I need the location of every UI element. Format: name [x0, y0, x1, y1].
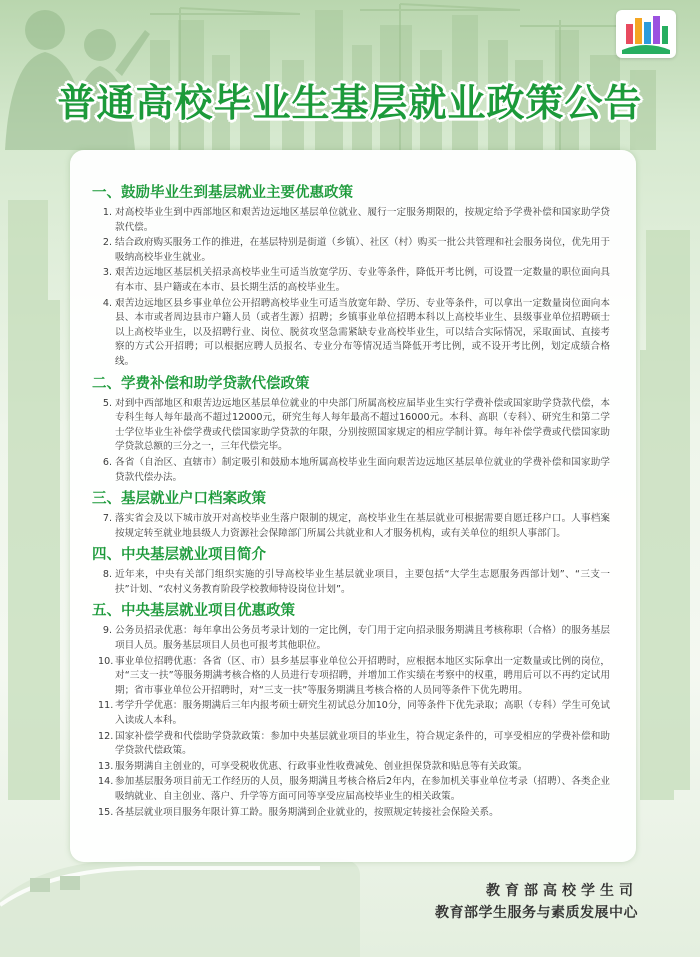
list-item: 7. 落实省会及以下城市放开对高校毕业生落户限制的规定，高校毕业生在基层就业可根据需要自愿迁移户口。人事档案按规定转至就业地县级人力资源社会保障部门所属公共就业和人才服务机构，或有关单位的组织人事部门。	[102, 513, 610, 539]
list-item: 4. 艰苦边远地区县乡事业单位公开招聘高校毕业生可适当放宽年龄、学历、专业等条件，可以拿出一定数量岗位面向本县、本市或者周边县市户籍人员（或者生源）招聘；乡镇事业单位招聘本科以上高校毕业生、县级事业单位招聘硕士以上高校毕业生，以及招聘行业、岗位、脱贫攻坚急需紧缺专业高校毕业生，可以结合实际情况，采取面试、直接考察的方式公开招聘；可以根据应聘人员报名、专业分布等情况适当降低开考比例，或不设开考比例，划定成绩合格线。	[102, 297, 610, 367]
list-item: 3. 艰苦边远地区基层机关招录高校毕业生可适当放宽学历、专业等条件，降低开考比例，可设置一定数量的职位面向具有本市、县户籍或在本市、县长期生活的高校毕业生。	[102, 267, 610, 293]
section-title: 四、中央基层就业项目简介	[92, 547, 266, 564]
list-item: 10. 事业单位招聘优惠：各省（区、市）县乡基层事业单位公开招聘时，应根据本地区实际拿出一定数量或比例的岗位，对“三支一扶”等服务期满考核合格的人员进行专项招聘，并增加工作实绩在考察中的权重，聘用后可以不再约定试用期；省市事业单位公开招聘时，对“三支一扶”等服务期满且考核合格的人员同等条件下优先聘用。	[98, 655, 610, 696]
section-4	[92, 545, 610, 597]
page-title: 普通高校毕业生基层就业政策公告	[57, 81, 643, 125]
list-item: 12. 国家补偿学费和代偿助学贷款政策：参加中央基层就业项目的毕业生，符合规定条件的，可享受相应的学费补偿和助学贷款代偿政策。	[98, 730, 610, 757]
section-1	[92, 183, 610, 370]
issuer-line-2: 教育部学生服务与素质发展中心	[435, 905, 638, 921]
section-2	[92, 374, 610, 486]
section-title: 三、基层就业户口档案政策	[92, 491, 266, 508]
section-3	[92, 489, 610, 541]
list-item: 8. 近年来，中央有关部门组织实施的引导高校毕业生基层就业项目，主要包括“大学生志愿服务西部计划”、“三支一扶”计划、“农村义务教育阶段学校教师特设岗位计划”。	[102, 569, 610, 595]
section-5	[92, 601, 610, 820]
list-item: 5. 对到中西部地区和艰苦边远地区基层单位就业的中央部门所属高校应届毕业生实行学费补偿或国家助学贷款代偿，本专科生每人每年最高不超过12000元，研究生每人每年最高不超过16000元。本科、高职（专科）、研究生和第二学士学位毕业生补偿学费或代偿国家助学贷款的年限，分别按照国家规定的相应学制计算。每年补偿学费或代偿国家助学贷款总额的三分之一，三年代偿完毕。	[102, 397, 610, 453]
list-item: 2. 结合政府购买服务工作的推进，在基层特别是街道（乡镇）、社区（村）购买一批公共管理和社会服务岗位，优先用于吸纳高校毕业生就业。	[102, 237, 610, 263]
list-item: 6. 各省（自治区、直辖市）制定吸引和鼓励本地所属高校毕业生面向艰苦边远地区基层单位就业的学费补偿和国家助学贷款代偿办法。	[102, 456, 610, 483]
list-item: 14. 参加基层服务项目前无工作经历的人员，服务期满且考核合格后2年内，在参加机关事业单位考录（招聘）、各类企业吸纳就业、自主创业、落户、升学等方面可同等享受应届高校毕业生的相关政策。	[98, 776, 610, 802]
section-title: 二、学费补偿和助学贷款代偿政策	[92, 375, 310, 392]
issuer-line-1: 教育部高校学生司	[486, 883, 638, 899]
list-item: 13. 服务期满自主创业的，可享受税收优惠、行政事业性收费减免、创业担保贷款和贴息等有关政策。	[98, 760, 528, 772]
section-title: 五、中央基层就业项目优惠政策	[92, 603, 295, 620]
policy-content-card	[70, 150, 636, 862]
list-item: 9. 公务员招录优惠：每年拿出公务员考录计划的一定比例，专门用于定向招录服务期满且考核称职（合格）的服务基层项目人员。服务基层项目人员也可报考其他职位。	[102, 625, 610, 652]
list-item: 1. 对高校毕业生到中西部地区和艰苦边远地区基层单位就业、履行一定服务期限的，按规定给予学费补偿和国家助学贷款代偿。	[102, 207, 610, 233]
city-logo-icon	[616, 10, 676, 58]
logo	[616, 10, 676, 58]
list-item: 15. 各基层就业项目服务年限计算工龄。服务期满到企业就业的，按照规定转接社会保险关系。	[98, 806, 499, 818]
issuer-footer	[435, 880, 638, 924]
section-title: 一、鼓励毕业生到基层就业主要优惠政策	[92, 185, 353, 201]
list-item: 11. 考学升学优惠：服务期满后三年内报考硕士研究生初试总分加10分，同等条件下优先录取；高职（专科）学生可免试入读成人本科。	[98, 700, 610, 727]
